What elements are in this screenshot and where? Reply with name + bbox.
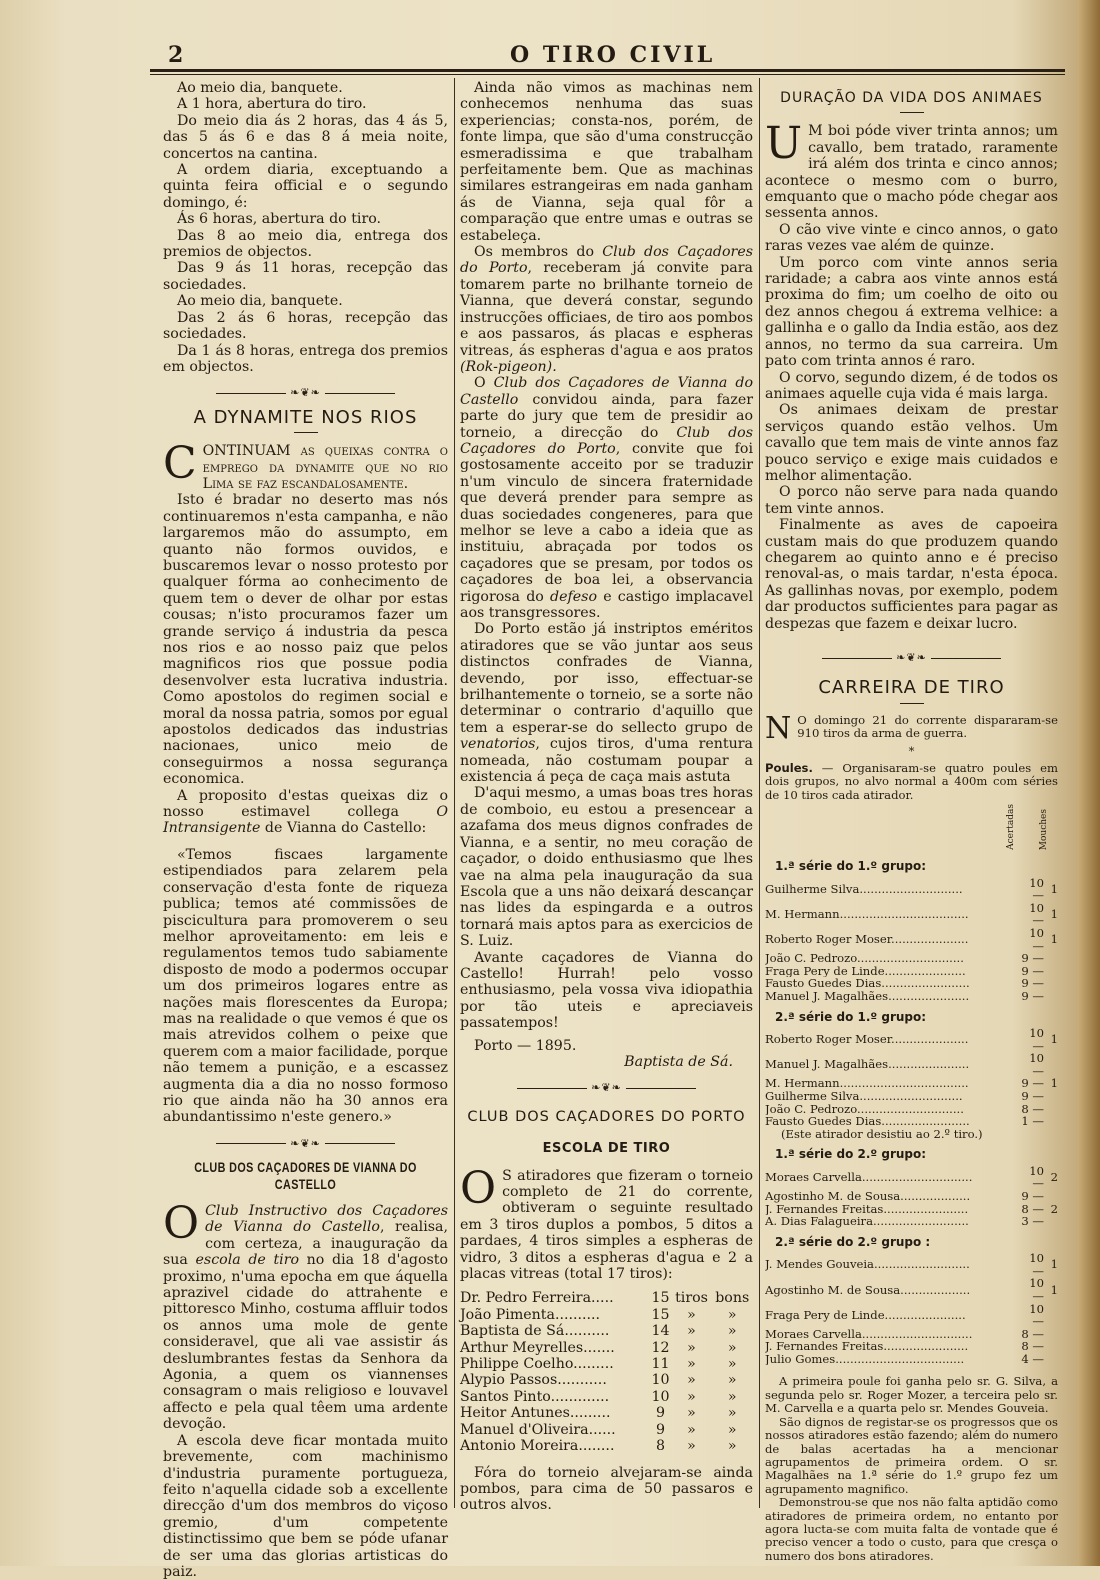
mouches-value: 1: [1050, 1257, 1058, 1272]
score-unit: »: [687, 1356, 696, 1373]
table-row: [460, 1323, 753, 1339]
poule-table: [765, 1165, 1058, 1228]
hits-value: 9 —: [1021, 989, 1044, 1003]
porto-outro: Fóra do torneio alvejaram-se ainda pombos, para cima de 50 passaros e outros alvos.: [460, 1464, 753, 1514]
mouches-value: [1044, 1303, 1058, 1328]
hits-value: 9 —: [1021, 1188, 1044, 1203]
table-row: [460, 1307, 753, 1323]
article-title-porto: CLUB DOS CAÇADORES DO PORTO: [467, 1108, 746, 1125]
shooter-name: Dr. Pedro Ferreira.....: [460, 1290, 614, 1307]
table-row: [765, 1252, 1058, 1277]
poule-table: [765, 877, 1058, 1003]
table-row: [765, 1090, 1058, 1103]
program-line: Das 8 ao meio dia, entrega dos premios de objectos.: [163, 227, 448, 261]
shooter-score: 11: [651, 1356, 670, 1373]
shooter-name: Antonio Moreira........: [460, 1438, 615, 1455]
table-row: [765, 977, 1058, 990]
mouches-value: [1044, 977, 1058, 990]
table-row: [460, 1405, 753, 1421]
article-subtitle-porto: ESCOLA DE TIRO: [542, 1141, 671, 1157]
shooter-name: João C. Pedrozo.............................: [765, 1102, 964, 1116]
table-row: [765, 1215, 1058, 1228]
animals-para-4: O corvo, segundo dizem, é de todos os animaes aquelle cuja vida é mais larga.: [765, 369, 1058, 402]
shooter-name: João Pimenta..........: [460, 1306, 601, 1323]
table-row: [765, 877, 1058, 902]
hits-value: 9 —: [1021, 951, 1044, 966]
shooter-name: Fausto Guedes Dias........................: [765, 1115, 970, 1128]
poule-group-title: 1.ª série do 2.º grupo:: [775, 1147, 927, 1162]
carreira-note-1: A primeira poule foi ganha pelo sr. G. Silva, a segunda pelo sr. Roger Mozer, a terceira pelo sr. M. Carvella e a quarta pelo sr. Mendes Gouveia.: [765, 1374, 1058, 1416]
mouches-value: [1044, 1103, 1058, 1116]
animals-para-5: Os animaes deixam de prestar serviços quando estão velhos. Um cavallo que tem mais de vinte annos faz pouco serviço e exige mais cuidados e melhor alimentação.: [765, 402, 1058, 484]
shooter-name: Guilherme Silva............................: [765, 1089, 963, 1103]
program-line: A 1 hora, abertura do tiro.: [177, 96, 367, 113]
table-row: [765, 1328, 1058, 1341]
masthead-title: O TIRO CIVIL: [510, 42, 716, 68]
table-row: [765, 1340, 1058, 1353]
table-row: [765, 1277, 1058, 1302]
score-unit: »: [687, 1306, 696, 1323]
porto-intro: O S atiradores que fizeram o torneio completo de 21 do corrente, obtiveram o seguinte resultado em 3 tiros duplos a pombos, 5 ditos a pardaes, 4 tiros simples a espheras de vidro, 3 ditos a espheras d'agua e 2 a placas vitreas (total 17 tiros):: [460, 1162, 753, 1283]
hits-value: 9 —: [1021, 976, 1044, 991]
poule-group-title: 2.ª série do 2.º grupo :: [775, 1234, 931, 1249]
score-unit: »: [727, 1405, 737, 1422]
table-row: [460, 1372, 753, 1388]
hits-value: 10 —: [1029, 1051, 1044, 1078]
shooter-name: Arthur Meyrelles.......: [460, 1339, 615, 1356]
score-unit: tiros: [675, 1290, 708, 1307]
hits-value: 9 —: [1021, 1088, 1044, 1103]
carreira-intro: N O domingo 21 do corrente dispararam-se 910 tiros da arma de guerra.: [765, 710, 1058, 746]
hits-value: 10 —: [1029, 1276, 1044, 1303]
shooter-name: Manuel J. Magalhães......................: [765, 990, 970, 1003]
title-rule: [900, 112, 924, 113]
score-unit: »: [687, 1438, 696, 1455]
score-unit: »: [727, 1306, 737, 1323]
shooter-score: 9: [656, 1421, 666, 1438]
poules-column-heads: [765, 804, 1058, 852]
table-row: [460, 1290, 753, 1306]
score-unit: »: [727, 1438, 737, 1455]
drop-cap: O: [460, 1162, 497, 1214]
mouches-value: [1044, 965, 1058, 978]
drop-cap: C: [163, 438, 197, 490]
hits-value: 9 —: [1021, 1076, 1044, 1091]
dynamite-para-2: Isto é bradar no deserto mas nós continuaremos n'esta campanha, e não largaremos mão do assumpto, em quanto não formos ouvidos, e buscaremos levar o nosso protesto por qualquer fórma ao conhecimento de quem tem o dever de olhar por estas cousas; n'isto procuramos fazer um grande serviço á industria da pesca nos rios e ao nosso paiz que pelos magnificos rios que possue podia desenvolver esta lucrativa industria. Como apostolos do regimen social e moral da nossa patria, somos por egual apostolos dedicados das industrias nacionaes, unico meio de conseguirmos a nossa segurança economica.: [163, 492, 448, 788]
section-ornament: ❧❦❧: [163, 385, 448, 401]
score-unit: »: [727, 1356, 737, 1373]
mouches-value: [1044, 952, 1058, 965]
hits-value: 8 —: [1021, 1339, 1044, 1354]
article-title-vianna: CLUB DOS CAÇADORES DE VIANNA DO CASTELLO: [194, 1160, 417, 1192]
hits-value: 10 —: [1029, 875, 1044, 903]
score-unit: »: [727, 1323, 737, 1340]
col-head-acertadas: Acertadas: [1005, 804, 1016, 851]
program-line: Das 9 ás 11 horas, recepção das sociedades.: [163, 260, 448, 293]
poule-group-title: 2.ª série do 1.º grupo:: [775, 1009, 927, 1024]
hits-value: 10 —: [1029, 900, 1044, 928]
shooter-name: Moraes Carvella..............................: [765, 1170, 973, 1185]
column-separator: [759, 78, 760, 1508]
shooter-name: M. Hermann...................................: [765, 907, 969, 922]
shooter-name: A. Dias Falagueira..........................: [765, 1215, 969, 1228]
shooter-score: 9: [656, 1405, 666, 1422]
animals-para-1: U M boi póde viver trinta annos; um cavallo, bem tratado, raramente irá além dos trinta e cinco annos; acontece o mesmo com o burro, emquanto que o macho póde chegar aos sessenta annos.: [765, 118, 1058, 222]
animals-para-6: O porco não serve para nada quando tem vinte annos.: [765, 484, 1058, 517]
table-row: [765, 902, 1058, 927]
signature: Baptista de Sá.: [624, 1053, 733, 1070]
vianna-para-2: A escola deve ficar montada muito brevemente, com machinismo d'industria puramente portugueza, feito n'aquella cidade sob a excellente direcção d'um dos membros do viçoso gremio, d'um competente distinctissimo que bem se póde ufanar de ser uma das glorias artisticas do paiz.: [163, 1432, 448, 1580]
vianna-cont-para-5: D'aqui mesmo, a umas boas tres horas de comboio, eu estou a presencear a azafama dos meus dignos confrades de Vianna, e a sentir, no meu coração de caçador, o doido enthusiasmo que lhes vae na alma pela inauguração da sua Escola que a uns não deixará descançar nas lides da espingarda e a outros tornará mais aptos para as exercicios de S. Luiz.: [460, 785, 753, 950]
shooter-name: Fausto Guedes Dias........................: [765, 977, 970, 990]
hits-value: 9 —: [1021, 963, 1044, 978]
shooter-name: Moraes Carvella..............................: [765, 1327, 973, 1341]
title-rule: [294, 432, 318, 433]
vianna-cont-para-1: Ainda não vimos as machinas nem conhecemos nenhuma das suas experiencias; consta-nos, porém, de fonte limpa, que são d'uma construcção esmeradissima e que trabalham perfeitamente bem. Que as machinas similares estrangeiras em nada ganham ás de Vianna, seja qual fôr a comparação que entre umas e outras se estabeleça.: [460, 80, 753, 244]
vianna-cont-para-4: Do Porto estão já instriptos eméritos atiradores que se vão juntar aos seus distinctos confrades de Vianna, devendo, por isso, effectuar-se brilhantemente o torneio, se a sorte não determinar o contrario d'aquillo que tem a esperar-se do sellecto grupo de venatorios, cujos tiros, d'uma rentura nomeada, não costumam poupar a existencia á peça de caça mais astuta: [460, 621, 753, 786]
table-row: [765, 927, 1058, 952]
shooter-score: 12: [651, 1339, 670, 1356]
table-row: [765, 1103, 1058, 1116]
shooter-name: Agostinho M. de Sousa...................: [765, 1282, 971, 1297]
mouches-value: [1044, 1115, 1058, 1128]
shooter-name: Roberto Roger Moser.....................: [765, 1032, 969, 1047]
mouches-value: [1044, 1128, 1058, 1141]
hits-value: 10 —: [1029, 1301, 1044, 1329]
column-2: [460, 80, 753, 1514]
poules-intro: Poules. — Organisaram-se quatro poules em dois grupos, no alvo normal a 400m com séries de 10 tiros cada atirador.: [765, 761, 1058, 802]
shooter-name: Philippe Coelho.........: [460, 1356, 614, 1373]
col-head-mouches: Mouches: [1038, 808, 1049, 851]
table-row: [460, 1438, 753, 1454]
shooter-score: 15: [651, 1306, 670, 1323]
hits-value: 10 —: [1029, 1251, 1044, 1278]
table-row: [765, 1115, 1058, 1128]
mouches-value: 1: [1050, 907, 1058, 922]
table-row: [765, 1303, 1058, 1328]
drop-cap: N: [765, 710, 792, 746]
column-3: [765, 80, 1058, 1563]
dynamite-quote: «Temos fiscaes largamente estipendiados para zelarem pela conservação d'esta fonte de riqueza publica; temos até commissões de piscicultura para promoverem o seu melhor aproveitamento: em leis e regulamentos temos tudo sabiamente disposto de modo a podermos occupar um dos primeiros logares entre as nações mais florescentes da Europa; mas na realidade o que vemos é que os mais atrevidos colhem o peixe que querem com a maior facilidade, porque não temem a punição, e a escassez augmenta dia a dia no nosso formoso rio que ainda não ha 30 annos era abundantissimo n'este genero.»: [163, 846, 448, 1126]
drop-cap: U: [765, 118, 803, 170]
animals-para-3: Um porco com vinte annos seria raridade; a cabra aos vinte annos está proxima do fim; um coelho de oito ou dez annos chegou á extrema velhice: a gallinha e o gallo da India estão, aos dez annos, no termo da sua carreira. Um pato com trinta annos é raro.: [765, 254, 1058, 370]
mouches-value: [1044, 1353, 1058, 1366]
table-row: [765, 1052, 1058, 1077]
shooter-score: 15: [651, 1290, 670, 1307]
binding-edge: [1078, 0, 1100, 1566]
shooter-name: Manuel J. Magalhães......................: [765, 1057, 970, 1072]
score-unit: »: [687, 1323, 696, 1340]
shooter-name: Julio Gomes...................................: [765, 1352, 965, 1366]
article-title-carreira: CARREIRA DE TIRO: [818, 677, 1005, 699]
mouches-value: [1044, 1052, 1058, 1077]
score-unit: bons: [715, 1290, 750, 1307]
poule-group-title: 1.ª série do 1.º grupo:: [775, 859, 927, 874]
program-line: Das 2 ás 6 horas, recepção das sociedades.: [163, 309, 448, 343]
mouches-value: 1: [1050, 1076, 1058, 1091]
hits-value: 8 —: [1021, 1201, 1044, 1216]
table-row: [765, 1027, 1058, 1052]
score-unit: »: [687, 1421, 696, 1438]
table-row: [460, 1422, 753, 1438]
star-separator: *: [908, 743, 915, 758]
header-rule: [150, 69, 1065, 72]
table-row: [765, 1077, 1058, 1090]
shooter-score: 10: [651, 1372, 670, 1389]
score-unit: »: [727, 1339, 737, 1356]
shooter-name: Fraga Pery de Linde......................: [765, 964, 966, 978]
score-unit: »: [687, 1339, 696, 1356]
shooter-name: J. Fernandes Freitas.......................: [765, 1340, 969, 1353]
shooter-score: 10: [651, 1388, 670, 1405]
score-unit: »: [727, 1372, 737, 1389]
hits-value: 4 —: [1021, 1351, 1044, 1366]
shooter-name: Santos Pinto.............: [460, 1388, 610, 1405]
score-unit: »: [727, 1388, 737, 1405]
poules-results: [765, 858, 1058, 1365]
animals-para-2: O cão vive vinte e cinco annos, o gato raras vezes vae além de quinze.: [765, 221, 1058, 255]
score-unit: »: [687, 1388, 696, 1405]
program-line: Da 1 ás 8 horas, entrega dos premios em objectos.: [163, 342, 448, 375]
hits-value: 8 —: [1021, 1326, 1044, 1341]
table-row: [765, 1128, 1058, 1141]
shooter-name: Alypio Passos...........: [460, 1372, 607, 1389]
hits-value: 10 —: [1029, 1026, 1044, 1053]
mouches-value: [1044, 1215, 1058, 1228]
shooter-name: Baptista de Sá..........: [460, 1323, 610, 1340]
dateline: Porto — 1895.: [474, 1037, 577, 1054]
shooter-name: M. Hermann...................................: [765, 1077, 969, 1090]
poule-table: [765, 1252, 1058, 1365]
mouches-value: 1: [1050, 1282, 1058, 1297]
section-ornament: ❧❦❧: [163, 1136, 448, 1152]
header-rule-thin: [150, 74, 1065, 75]
dynamite-para-3: A proposito d'estas queixas diz o nosso estimavel collega O Intransigente de Vianna do Castello:: [163, 787, 448, 837]
title-rule: [900, 703, 924, 704]
column-separator: [454, 78, 455, 1508]
hits-value: 10 —: [1029, 1163, 1044, 1191]
score-unit: »: [727, 1421, 737, 1438]
table-row: [765, 965, 1058, 978]
carreira-note-2: São dignos de registar-se os progressos que os nossos atiradores estão fazendo; além do numero de balas acertadas ha a mencionar agrupamentos de primeira ordem. O sr. Magalhães na 1.ª série do 1.º grupo fez um agrupamento magnifico.: [765, 1414, 1058, 1496]
animals-para-7: Finalmente as aves de capoeira custam mais do que produzem quando chegarem ao quinto anno e é preciso renoval-as, o mais tardar, n'esta época. As gallinhas novas, por exemplo, podem dar productos sufficientes para pagar as despezas que fazem e deixar lucro.: [765, 517, 1058, 632]
shooter-name: (Este atirador desistiu ao 2.º tiro.): [781, 1127, 983, 1141]
shooter-name: Fraga Pery de Linde......................: [765, 1307, 966, 1322]
program-line: Do meio dia ás 2 horas, das 4 ás 5, das 5 ás 6 e das 8 á meia noite, concertos na cantina.: [163, 112, 448, 162]
hits-value: 10 —: [1029, 926, 1044, 953]
score-unit: »: [687, 1372, 696, 1389]
shooter-name: Guilherme Silva............................: [765, 881, 963, 896]
table-row: [765, 1353, 1058, 1366]
page-number: 2: [168, 42, 184, 68]
drop-cap: O: [163, 1198, 200, 1249]
vianna-cont-para-2: Os membros do Club dos Caçadores do Porto, receberam já convite para tomarem parte no brilhante torneio de Vianna, que deverá constar, segundo instrucções officiaes, de tiro aos pombos e aos passaros, ás placas e espheras vitreas, ás espheras d'agua e aos pratos (Rok-pigeon).: [460, 244, 754, 375]
mouches-value: 1: [1050, 1032, 1058, 1047]
vianna-cont-para-6: Avante caçadores de Vianna do Castello! Hurrah! pelo vosso enthusiasmo, pela vossa viva idiopathia por tão uteis e apreciaveis passatempos!: [460, 949, 753, 1032]
shooter-name: Roberto Roger Moser.....................: [765, 932, 969, 947]
mouches-value: [1044, 1340, 1058, 1353]
table-row: [765, 1203, 1058, 1216]
program-line: Ao meio dia, banquete.: [177, 293, 343, 310]
mouches-value: [1044, 1190, 1058, 1203]
score-unit: »: [687, 1405, 696, 1422]
table-row: [460, 1340, 753, 1356]
poule-table: [765, 1027, 1058, 1140]
dynamite-para-1: CONTINUAM as queixas contra o emprego da dynamite que no rio Lima se faz escandalosamente.: [163, 438, 448, 492]
article-title-dynamite: A DYNAMITE NOS RIOS: [193, 406, 418, 428]
hits-value: 8 —: [1021, 1101, 1044, 1116]
shooter-score: 8: [656, 1438, 666, 1455]
shooter-name: J. Fernandes Freitas.......................: [765, 1202, 969, 1216]
mouches-value: [1044, 990, 1058, 1003]
mouches-value: 1: [1050, 881, 1058, 896]
shooter-name: João C. Pedrozo.............................: [765, 952, 964, 965]
porto-results-table: [460, 1290, 753, 1454]
vianna-cont-para-3: O Club dos Caçadores de Vianna do Castello convidou ainda, para fazer parte do jury que tem de presidir ao torneio, a direcção do Club dos Caçadores do Porto, convite que foi gostosamente acceito por se traduzir n'um vinculo de sincera fraternidade que deverá prender para sempre as duas sociedades congeneres, para que melhor se leve a cabo a ideia que as instituiu, abraçada por todos os caçadores que se presam, por todos os caçadores de boa lei, a observancia rigorosa do defeso e castigo implacavel aos transgressores.: [460, 375, 753, 621]
table-row: [460, 1389, 753, 1405]
table-row: [765, 1165, 1058, 1190]
section-ornament: ❧❦❧: [765, 650, 1058, 666]
vianna-para-1: O Club Instructivo dos Caçadores de Vianna do Castello, realisa, com certeza, a inauguração da sua escola de tiro no dia 18 d'agosto proximo, n'uma epocha em que áquella aprazivel cidade do attrahente e pittoresco Minho, costuma affluir todos os annos uma mole de gente consideravel, que ali vae assistir ás deslumbrantes festas da Senhora da Agonia, a quem os viannenses consagram o mais religioso e louvavel affecto e pela qual têem uma ardente devoção.: [163, 1198, 449, 1433]
carreira-note-3: Demonstrou-se que nos não falta aptidão como atiradores de primeira ordem, no entanto por agora lucta-se com muita falta de vontade que é preciso vencer a todo o custo, para que cresça o numero dos bons atiradores.: [765, 1495, 1058, 1563]
mouches-value: 2: [1050, 1170, 1058, 1185]
table-row: [460, 1356, 753, 1372]
program-line: Ás 6 horas, abertura do tiro.: [177, 211, 382, 228]
hits-value: [1018, 1128, 1044, 1141]
article-title-animals: DURAÇÃO DA VIDA DOS ANIMAES: [780, 90, 1043, 106]
shooter-name: J. Mendes Gouveia..........................: [765, 1257, 970, 1272]
shooter-name: Heitor Antunes.........: [460, 1405, 611, 1422]
shooter-score: 14: [651, 1323, 670, 1340]
hits-value: 3 —: [1021, 1214, 1044, 1229]
table-row: [765, 1190, 1058, 1203]
column-1: [163, 80, 448, 1580]
table-row: [765, 952, 1058, 965]
festival-program: [163, 80, 448, 375]
hits-value: 1 —: [1021, 1114, 1044, 1129]
program-line: Ao meio dia, banquete.: [177, 80, 343, 96]
mouches-value: 1: [1050, 932, 1058, 947]
mouches-value: [1044, 1328, 1058, 1341]
shooter-name: Manuel d'Oliveira......: [460, 1421, 616, 1438]
shooter-name: Agostinho M. de Sousa...................: [765, 1189, 971, 1203]
mouches-value: [1044, 1090, 1058, 1103]
program-line: A ordem diaria, exceptuando a quinta feira official e o segundo domingo, é:: [163, 162, 448, 211]
mouches-value: 2: [1050, 1201, 1058, 1216]
table-row: [765, 990, 1058, 1003]
section-ornament: ❧❦❧: [460, 1080, 753, 1096]
